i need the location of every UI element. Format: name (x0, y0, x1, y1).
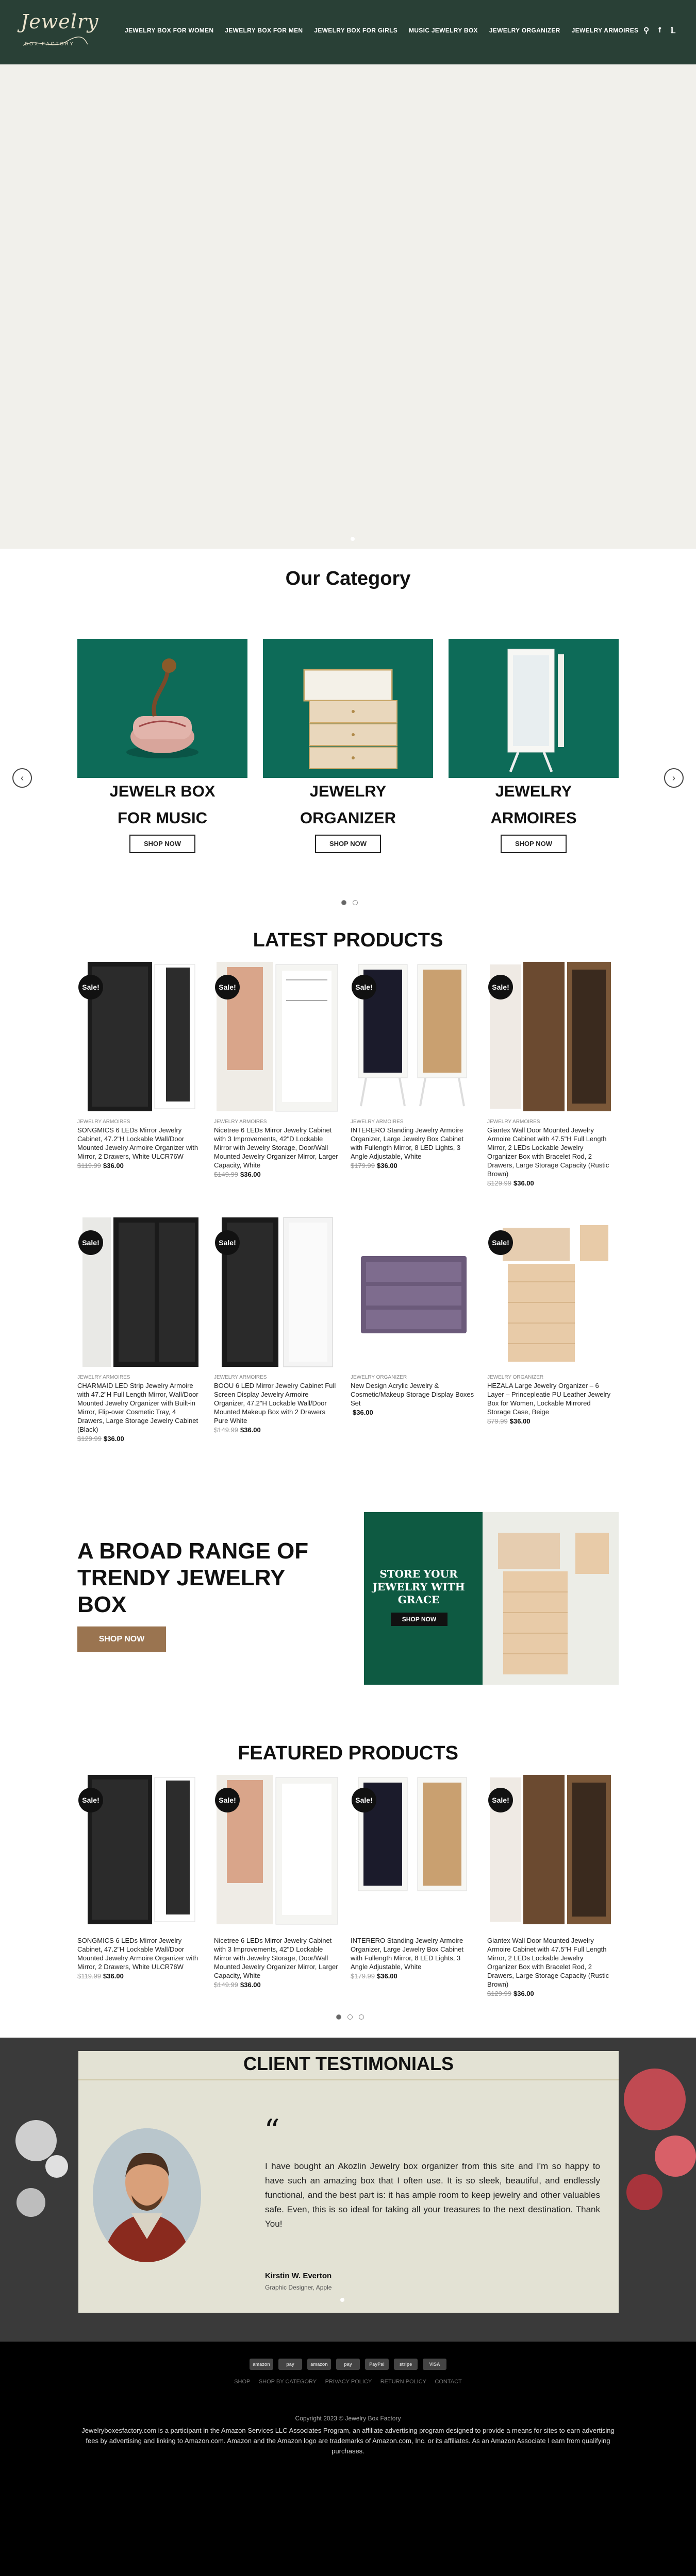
product-category[interactable]: JEWELRY ARMOIRES (214, 1119, 267, 1125)
amazon-pay-icon: amazon (307, 2359, 331, 2370)
product-image (351, 1215, 477, 1369)
broad-range-heading: A BROAD RANGE OF TRENDY JEWELRY BOX (77, 1538, 309, 1617)
product-card[interactable] (214, 1215, 340, 1434)
product-name[interactable]: SONGMICS 6 LEDs Mirror Jewelry Cabinet, 47.2"H Lockable Wall/Door Mounted Jewelry Armoire Organizer with Mirror, 2 Drawers, White ULCR76W (77, 1937, 198, 1971)
category-card-organizer[interactable] (263, 639, 433, 853)
category-label-music-2: FOR MUSIC (118, 809, 207, 827)
product-name[interactable]: INTERERO Standing Jewelry Armoire Organizer, Large Jewelry Box Cabinet with Fullength Mirror, 8 LED Lights, 3 Angle Adjustable, White (351, 1937, 463, 1971)
product-category[interactable]: JEWELRY ORGANIZER (351, 1375, 407, 1380)
testimonials-section (0, 2038, 696, 2342)
header-icons (643, 26, 675, 35)
sale-badge: Sale! (215, 1230, 240, 1255)
category-label-armoires-2: ARMOIRES (490, 809, 577, 827)
category-title: Our Category (285, 568, 411, 589)
logo-subtext: BOX FACTORY (25, 41, 75, 46)
product-category[interactable]: JEWELRY ARMOIRES (77, 1119, 130, 1125)
sale-badge: Sale! (352, 1788, 376, 1812)
product-price (351, 1409, 477, 1416)
product-category[interactable]: JEWELRY ARMOIRES (214, 1375, 267, 1380)
testimonials-title: CLIENT TESTIMONIALS (243, 2053, 454, 2074)
sale-badge: Sale! (78, 1230, 103, 1255)
latest-products-title: LATEST PRODUCTS (253, 929, 443, 951)
old-price: $149.99 (214, 1426, 238, 1434)
old-price: $149.99 (214, 1981, 238, 1989)
product-price (487, 1417, 614, 1425)
featured-product-card[interactable] (351, 1772, 477, 1980)
sale-price: $36.00 (513, 1990, 534, 1997)
footer-link-return[interactable]: RETURN POLICY (380, 2379, 426, 2385)
product-price (77, 1435, 204, 1443)
promo-jewelry-box-image (483, 1512, 619, 1685)
sale-price: $36.00 (377, 1162, 397, 1170)
nav-item-girls[interactable]: JEWELRY BOX FOR GIRLS (314, 27, 398, 34)
old-price: $119.99 (77, 1162, 102, 1170)
product-name[interactable]: New Design Acrylic Jewelry & Cosmetic/Makeup Storage Display Boxes Set (351, 1382, 474, 1407)
product-image (214, 1772, 340, 1927)
hero-banner (0, 64, 696, 549)
slider-dot[interactable] (336, 2014, 341, 2020)
sale-badge: Sale! (78, 1788, 103, 1812)
old-price: $179.99 (351, 1162, 375, 1170)
product-card[interactable] (214, 959, 340, 1178)
testimonial-divider (78, 2079, 619, 2080)
sale-price: $36.00 (240, 1171, 261, 1178)
logo-text: Jewelry (21, 10, 99, 33)
product-name[interactable]: Giantex Wall Door Mounted Jewelry Armoire Cabinet with 47.5"H Full Length Mirror, 2 LEDs Lockable Jewelry Organizer Box with Bracelet Rod, 2 Drawers, Large Storage Capacity (Rustic Brown) (487, 1126, 609, 1178)
pay-icon: pay (336, 2359, 360, 2370)
twitter-icon[interactable]: 𝕃 (670, 26, 675, 35)
product-card[interactable] (487, 1215, 614, 1425)
category-next-arrow[interactable]: › (664, 768, 684, 788)
nav-item-men[interactable]: JEWELRY BOX FOR MEN (225, 27, 303, 34)
slider-dot[interactable] (347, 2014, 353, 2020)
product-image (351, 1772, 477, 1927)
sale-price: $36.00 (509, 1417, 531, 1425)
category-image-armoires (449, 639, 619, 778)
promo-text: STORE YOUR JEWELRY WITH GRACE (372, 1568, 465, 1606)
product-price (487, 1990, 614, 1997)
sale-badge: Sale! (215, 1788, 240, 1812)
featured-slider-dots (336, 2014, 364, 2020)
sale-badge: Sale! (78, 975, 103, 999)
avatar (93, 2128, 201, 2262)
nav-item-women[interactable]: JEWELRY BOX FOR WOMEN (125, 27, 214, 34)
product-price (487, 1179, 614, 1187)
site-footer (0, 2342, 696, 2424)
category-label-music-1: JEWELR BOX (109, 782, 216, 800)
product-price (214, 1171, 340, 1178)
featured-products-title: FEATURED PRODUCTS (238, 1742, 458, 1764)
footer-link-shop[interactable]: SHOP (234, 2379, 251, 2385)
pay-icon: pay (278, 2359, 302, 2370)
main-nav (125, 27, 638, 34)
nav-item-organizer[interactable]: JEWELRY ORGANIZER (489, 27, 560, 34)
old-price: $179.99 (351, 1972, 375, 1980)
old-price: $119.99 (77, 1972, 102, 1980)
product-category[interactable]: JEWELRY ARMOIRES (351, 1119, 404, 1125)
nav-item-armoires[interactable]: JEWELRY ARMOIRES (571, 27, 639, 34)
quote-icon: “ (264, 2113, 280, 2149)
slider-dot[interactable] (353, 900, 358, 905)
sale-price: $36.00 (377, 1972, 397, 1980)
product-category[interactable]: JEWELRY ARMOIRES (77, 1375, 130, 1380)
product-price (214, 1981, 340, 1989)
search-icon[interactable]: ⚲ (643, 26, 650, 35)
sale-price: $36.00 (240, 1981, 261, 1989)
product-category[interactable]: JEWELRY ARMOIRES (487, 1119, 540, 1125)
site-logo[interactable] (21, 9, 99, 56)
nav-item-music[interactable]: MUSIC JEWELRY BOX (409, 27, 478, 34)
product-price (77, 1162, 204, 1170)
category-slider-dots (341, 900, 358, 905)
testimonial-role: Graphic Designer, Apple (265, 2284, 332, 2291)
category-label-organizer-2: ORGANIZER (300, 809, 396, 827)
category-card-armoires[interactable] (449, 639, 619, 853)
sale-price: $36.00 (103, 1972, 124, 1980)
product-name[interactable]: Nicetree 6 LEDs Mirror Jewelry Cabinet with 3 Improvements, 42"D Lockable Mirror with Jewelry Storage, Door/Wall Mounted Jewelry Organizer Mirror, Larger Capacity, White (214, 1126, 338, 1169)
footer-links (0, 2377, 696, 2386)
old-price: $129.99 (487, 1990, 511, 1997)
product-category[interactable]: JEWELRY ORGANIZER (487, 1375, 544, 1380)
slider-dot[interactable] (359, 2014, 364, 2020)
sale-badge: Sale! (488, 975, 513, 999)
footer-link-contact[interactable]: CONTACT (435, 2379, 462, 2385)
visa-icon: VISA (423, 2359, 446, 2370)
broad-range-section (77, 1538, 309, 1652)
product-card[interactable] (351, 959, 477, 1170)
product-price (351, 1972, 477, 1980)
site-header (0, 0, 696, 64)
sale-price: $36.00 (240, 1426, 261, 1434)
product-name[interactable]: CHARMAID LED Strip Jewelry Armoire with 47.2"H Full Length Mirror, Wall/Door Mounted Jewelry Organizer with Built-in Mirror, Flip-over Cosmetic Tray, 4 Drawers, Large Storage Jewelry Cabinet (Black) (77, 1382, 198, 1433)
slider-dot[interactable] (341, 900, 346, 905)
product-image (77, 1215, 204, 1369)
product-name[interactable]: BOOU 6 LED Mirror Jewelry Cabinet Full Screen Display Jewelry Armoire Organizer, 47.2"H Lockable Wall/Door Mounted Makeup Box with 2 Drawers Pure White (214, 1382, 336, 1425)
promo-shop-now-button[interactable]: SHOP NOW (391, 1613, 448, 1626)
sale-badge: Sale! (488, 1788, 513, 1812)
copyright: Copyright 2023 © Jewelry Box Factory (295, 2415, 401, 2422)
featured-product-card[interactable] (214, 1772, 340, 1989)
paypal-icon: PayPal (365, 2359, 389, 2370)
testimonial-author: Kirstin W. Everton (265, 2272, 332, 2280)
category-image-music (77, 639, 247, 778)
product-price (351, 1162, 477, 1170)
sale-price: $36.00 (103, 1162, 124, 1170)
sale-badge: Sale! (215, 975, 240, 999)
old-price: $79.99 (487, 1417, 508, 1425)
category-card-music[interactable] (77, 639, 247, 853)
category-label-armoires-1: JEWELRY (495, 782, 572, 800)
featured-product-card[interactable] (487, 1772, 614, 1997)
category-image-organizer (263, 639, 433, 778)
product-image (351, 959, 477, 1114)
sale-badge: Sale! (352, 975, 376, 999)
shop-now-button-armoires[interactable]: SHOP NOW (501, 835, 567, 853)
testimonial-card (78, 2051, 619, 2313)
old-price: $149.99 (214, 1171, 238, 1178)
sale-badge: Sale! (488, 1230, 513, 1255)
old-price: $129.99 (487, 1179, 511, 1187)
promo-banner[interactable] (364, 1512, 619, 1685)
facebook-icon[interactable]: f (658, 26, 661, 35)
footer-link-privacy[interactable]: PRIVACY POLICY (325, 2379, 372, 2385)
sale-price: $36.00 (513, 1179, 534, 1187)
broad-shop-now-button[interactable]: SHOP NOW (77, 1626, 166, 1652)
product-name[interactable]: Giantex Wall Door Mounted Jewelry Armoire Cabinet with 47.5"H Full Length Mirror, 2 LEDs Lockable Jewelry Organizer Box with Bracelet Rod, 2 Drawers, Large Storage Capacity (Rustic Brown) (487, 1937, 609, 1988)
stripe-icon: stripe (394, 2359, 418, 2370)
featured-product-card[interactable] (77, 1772, 204, 1980)
payment-icons (0, 2359, 696, 2370)
product-price (77, 1972, 204, 1980)
category-prev-arrow[interactable]: ‹ (12, 768, 32, 788)
product-card[interactable] (487, 959, 614, 1187)
product-name[interactable]: INTERERO Standing Jewelry Armoire Organizer, Large Jewelry Box Cabinet with Fullength Mirror, 8 LED Lights, 3 Angle Adjustable, White (351, 1126, 463, 1160)
footer-link-category[interactable]: SHOP BY CATEGORY (258, 2379, 317, 2385)
product-name[interactable]: SONGMICS 6 LEDs Mirror Jewelry Cabinet, 47.2"H Lockable Wall/Door Mounted Jewelry Armoire Organizer with Mirror, 2 Drawers, White ULCR76W (77, 1126, 198, 1160)
product-image (487, 1772, 614, 1927)
category-label-organizer-1: JEWELRY (309, 782, 387, 800)
amazon-pay-icon: amazon (250, 2359, 273, 2370)
product-image (77, 959, 204, 1114)
sale-price: $36.00 (104, 1435, 124, 1443)
old-price: $129.99 (77, 1435, 102, 1443)
product-image (487, 959, 614, 1114)
product-name[interactable]: HEZALA Large Jewelry Organizer – 6 Layer – Princepleatie PU Leather Jewelry Box for Women, Lockable Mirrored Storage Case, Beige (487, 1382, 611, 1416)
product-image (214, 1215, 340, 1369)
product-image (487, 1215, 614, 1369)
sale-price: $36.00 (353, 1409, 373, 1416)
hero-slider-dot[interactable] (351, 537, 355, 541)
testimonial-body: I have bought an Akozlin Jewelry box organizer from this site and I'm so happy to have such an amazing box that I often use. It is so sleek, beautiful, and endlessly functional, and the best part is: it has ample room to keep jewelry and other valuables safe. Even, this is so ideal for taking all your treasures to the next destination. Thank You! (265, 2161, 600, 2229)
testimonial-slider-dot[interactable] (340, 2298, 344, 2302)
product-card[interactable] (351, 1215, 477, 1416)
product-card[interactable] (77, 959, 204, 1170)
shop-now-button-music[interactable]: SHOP NOW (129, 835, 195, 853)
product-image (214, 959, 340, 1114)
shop-now-button-organizer[interactable]: SHOP NOW (315, 835, 381, 853)
product-card[interactable] (77, 1215, 204, 1443)
product-price (214, 1426, 340, 1434)
product-image (77, 1772, 204, 1927)
affiliate-disclosure: Jewelryboxesfactory.com is a participant in the Amazon Services LLC Associates Program, an affiliate advertising program designed to provide a means for sites to earn advertising fees by advertising and linking to Amazon.com. Amazon and the Amazon logo are trademarks of Amazon.com, Inc. or its affiliates. As an Amazon Associate I earn from qualifying purchases. (81, 2427, 615, 2455)
product-name[interactable]: Nicetree 6 LEDs Mirror Jewelry Cabinet with 3 Improvements, 42"D Lockable Mirror with Jewelry Storage, Door/Wall Mounted Jewelry Organizer Mirror, Larger Capacity, White (214, 1937, 338, 1979)
